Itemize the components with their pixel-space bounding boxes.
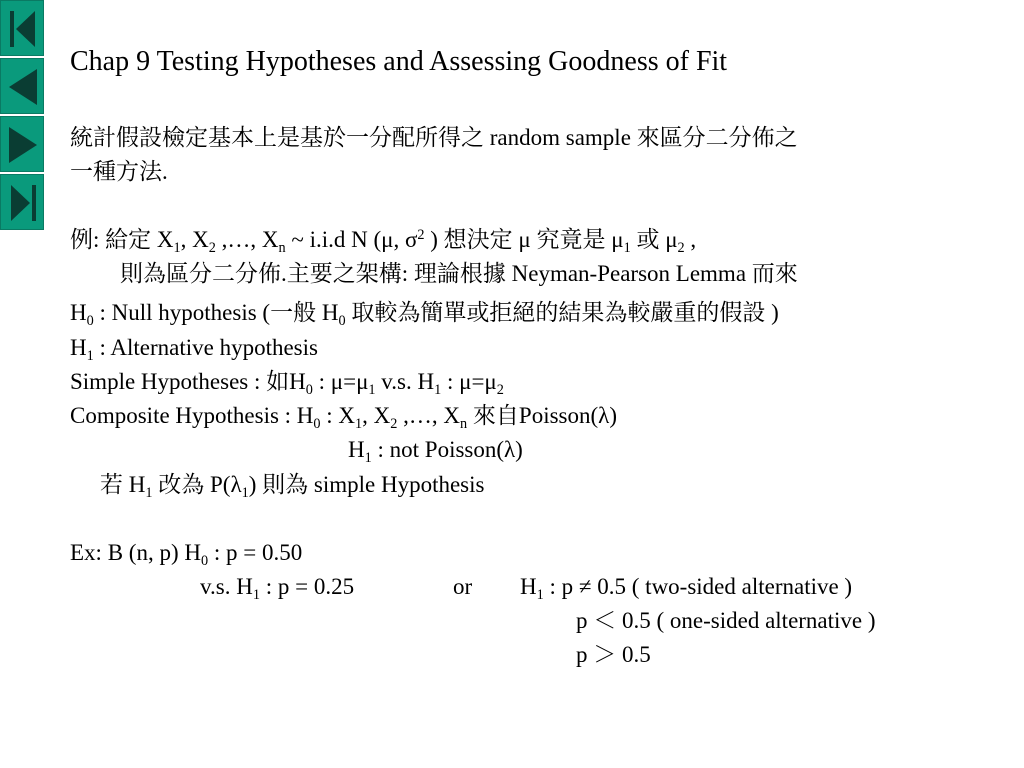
- arrow-left-icon: [1, 59, 45, 115]
- example-line: 例: 給定 $X_1$, $X_2$ ,…, $X_n$ ~ i.i.d N (μ, $\sigma^2$ ) 想決定 μ 究竟是 $\mu_1$ 或 $\mu_2$ ,: [70, 227, 697, 256]
- structure-line: 則為區分二分佈.主要之架構: 理論根據 Neyman-Pearson Lemma 而來: [120, 261, 798, 286]
- alternative-hypothesis-line: $H_1$ : Alternative hypothesis: [70, 335, 318, 364]
- composite-hypothesis-line: Composite Hypothesis : $H_0$ : $X_1$, $X_2$ ,…, $X_n$ 來自Poisson(λ): [70, 403, 617, 432]
- skip-to-last-icon: [1, 175, 45, 231]
- intro-line-1: 統計假設檢定基本上是基於一分配所得之 random sample 來區分二分佈之: [70, 125, 798, 150]
- composite-alternative-line: $H_1$ : not Poisson(λ): [348, 437, 523, 466]
- or-word: or: [453, 574, 473, 599]
- simple-hypotheses-line: Simple Hypotheses : 如$H_0$ : $\mu=\mu_1$ v.s. $H_1$ : $\mu=\mu_2$: [70, 369, 504, 398]
- arrow-right-icon: [1, 117, 45, 173]
- binomial-example-line: Ex: B (n, p) $H_0$ : p = 0.50: [70, 540, 303, 569]
- null-hypothesis-line: $H_0$ : Null hypothesis (一般 $H_0$ 取較為簡單或拒絕的結果為較嚴重的假設 ): [70, 300, 779, 329]
- slide-navigation: [0, 0, 44, 232]
- intro-line-2: 一種方法.: [70, 159, 168, 184]
- poisson-note-line: 若 $H_1$ 改為 $P(\lambda_1)$ 則為 simple Hypothesis: [100, 472, 485, 501]
- skip-to-first-icon: [1, 1, 45, 57]
- last-slide-button[interactable]: [0, 174, 44, 230]
- two-sided-line: $H_1$ : p ≠ 0.5 ( two-sided alternative ): [520, 574, 853, 603]
- first-slide-button[interactable]: [0, 0, 44, 56]
- slide-title: Chap 9 Testing Hypotheses and Assessing Goodness of Fit: [70, 46, 728, 77]
- one-sided-greater-line: p ＞ 0.5: [576, 642, 651, 667]
- next-slide-button[interactable]: [0, 116, 44, 172]
- previous-slide-button[interactable]: [0, 58, 44, 114]
- slide-content: [70, 0, 1010, 768]
- one-sided-less-line: p ＜ 0.5 ( one-sided alternative ): [576, 608, 876, 633]
- versus-line: v.s. $H_1$ : p = 0.25: [200, 574, 355, 603]
